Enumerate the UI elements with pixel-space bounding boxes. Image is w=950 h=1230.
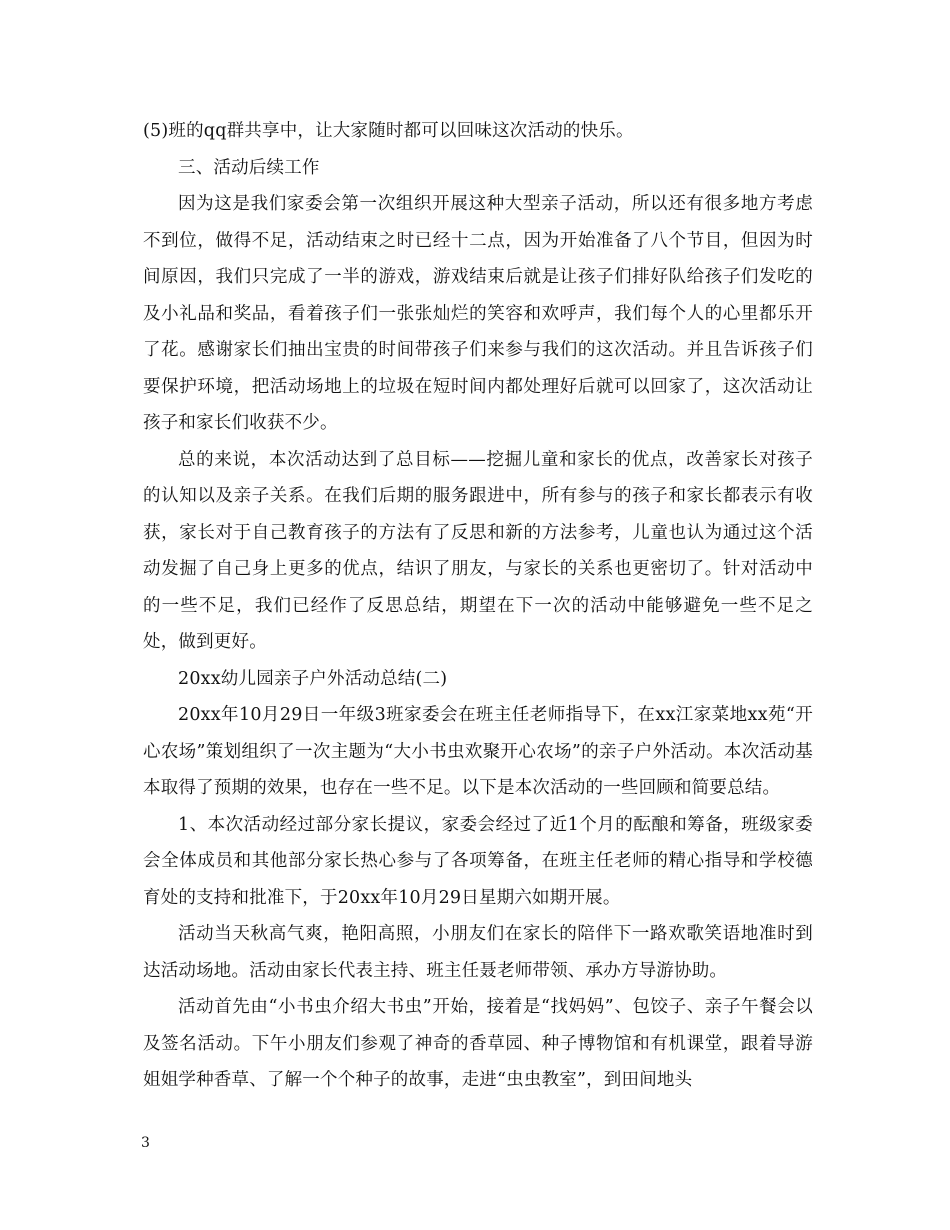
paragraph-6: 20xx年10月29日一年级3班家委会在班主任老师指导下，在xx江家菜地xx苑“开心农场”策划组织了一次主题为“大小书虫欢聚开心农场”的亲子户外活动。本次活动基本取得了预期的效果，也存在一些不足。以下是本次活动的一些回顾和简要总结。 xyxy=(143,705,813,798)
paragraph-7: 1、本次活动经过部分家长提议，家委会经过了近1个月的酝酿和筹备，班级家委会全体成员和其他部分家长热心参与了各项筹备，在班主任老师的精心指导和学校德育处的支持和批准下，于20xx年10月29日星期六如期开展。 xyxy=(143,814,813,908)
paragraph-3: 因为这是我们家委会第一次组织开展这种大型亲子活动，所以还有很多地方考虑不到位，做得不足，活动结束之时已经十二点，因为开始准备了八个节目，但因为时间原因，我们只完成了一半的游戏，游戏结束后就是让孩子们排好队给孩子们发吃的及小礼品和奖品，看着孩子们一张张灿烂的笑容和欢呼声，我们每个人的心里都乐开了花。感谢家长们抽出宝贵的时间带孩子们来参与我们的这次活动。并且告诉孩子们要保护环境，把活动场地上的垃圾在短时间内都处理好后就可以回家了，这次活动让孩子和家长们收获不少。 xyxy=(143,194,813,433)
paragraph-8: 活动当天秋高气爽，艳阳高照，小朋友们在家长的陪伴下一路欢歌笑语地准时到达活动场地。活动由家长代表主持、班主任聂老师带领、承办方导游协助。 xyxy=(143,924,813,981)
paragraph-9: 活动首先由“小书虫介绍大书虫”开始，接着是“找妈妈”、包饺子、亲子午餐会以及签名活动。下午小朋友们参观了神奇的香草园、种子博物馆和有机课堂，跟着导游姐姐学种香草、了解一个个种子的故事，走进“虫虫教室”，到田间地头 xyxy=(143,997,813,1090)
paragraph-1: (5)班的qq群共享中，让大家随时都可以回味这次活动的快乐。 xyxy=(143,121,634,141)
document-body xyxy=(143,113,813,1099)
section-heading-summary-two: 20xx幼儿园亲子户外活动总结(二) xyxy=(178,668,448,689)
paragraph-4: 总的来说，本次活动达到了总目标——挖掘儿童和家长的优点，改善家长对孩子的认知以及亲子关系。在我们后期的服务跟进中，所有参与的孩子和家长都表示有收获，家长对于自己教育孩子的方法有了反思和新的方法参考，儿童也认为通过这个活动发掘了自己身上更多的优点，结识了朋友，与家长的关系也更密切了。针对活动中的一些不足，我们已经作了反思总结，期望在下一次的活动中能够避免一些不足之处，做到更好。 xyxy=(143,449,813,652)
section-heading-follow-up: 三、活动后续工作 xyxy=(178,157,320,178)
page-number: 3 xyxy=(141,1135,150,1151)
